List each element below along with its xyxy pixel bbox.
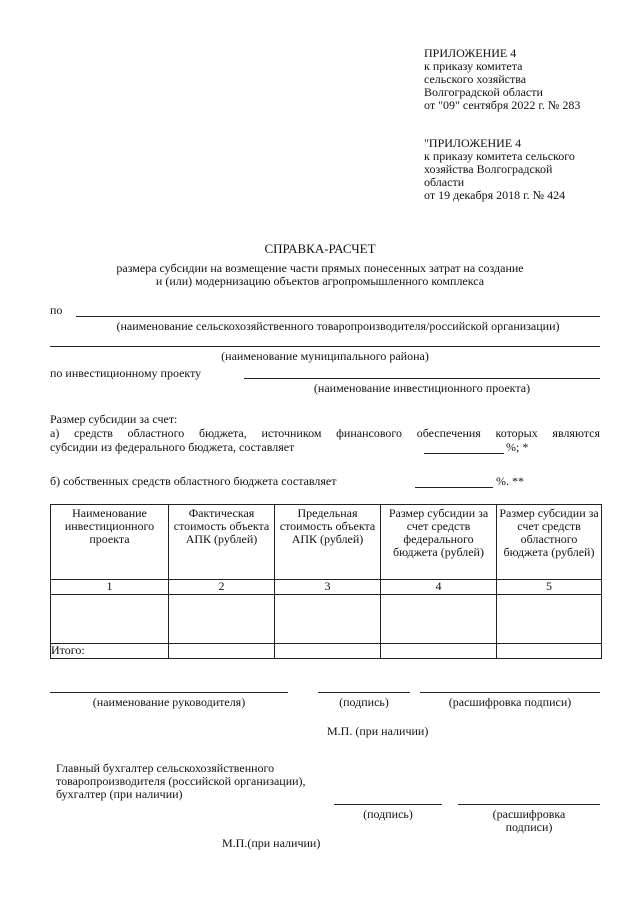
subsidy-item-a: а) средств областного бюджета, источником финансового обеспечения которых являются [50,426,600,440]
appendix-previous-line: хозяйства Волгоградской [424,162,553,176]
stamp-note: М.П. (при наличии) [327,724,429,738]
accountant-block [56,762,306,801]
column-number: 4 [381,580,497,595]
appendix-current-line: к приказу комитета [424,59,523,73]
federal-percent-input[interactable] [424,453,504,454]
table-cell[interactable] [169,595,275,644]
subsidy-item-a-cont: субсидии из федерального бюджета, составляет [50,440,295,454]
accountant-decode-line[interactable] [458,804,600,805]
table-cell[interactable] [381,595,497,644]
table-cell[interactable] [497,595,602,644]
project-input-line[interactable] [244,378,600,379]
appendix-previous-date: от 19 декабря 2018 г. № 424 [424,188,566,202]
table-number-row [51,580,602,595]
total-label: Итого: [51,644,169,659]
appendix-previous-line: области [424,175,465,189]
appendix-current-date: от "09" сентября 2022 г. № 283 [424,98,581,112]
table-header-cell: Размер субсидии за счет средств федерального бюджета (рублей) [381,505,497,580]
table-header-cell: Предельная стоимость объекта АПК (рублей) [275,505,381,580]
accountant-stamp-note: М.П.(при наличии) [222,836,321,850]
document-subtitle [60,262,580,288]
table-cell[interactable] [381,644,497,659]
head-decode-line[interactable] [420,692,600,693]
head-signature-line[interactable] [318,692,410,693]
accountant-signature-line[interactable] [334,804,442,805]
producer-input-line[interactable] [76,316,600,317]
appendix-current [424,47,580,112]
producer-caption: (наименование сельскохозяйственного товаропроизводителя/российской организации) [116,319,560,333]
subtitle-line: и (или) модернизацию объектов агропромышленного комплекса [155,274,485,288]
table-cell[interactable] [275,595,381,644]
federal-percent-suffix: %; * [506,440,529,454]
subsidy-heading: Размер субсидии за счет: [50,412,178,426]
table-cell[interactable] [275,644,381,659]
table-header-cell: Размер субсидии за счет средств областного бюджета (рублей) [497,505,602,580]
project-caption: (наименование инвестиционного проекта) [313,381,531,395]
table-total-row [51,644,602,659]
signature-caption: (подпись) [339,695,389,709]
table-row [51,595,602,644]
head-name-line[interactable] [50,692,288,693]
table-cell[interactable] [51,595,169,644]
accountant-line: бухгалтер (при наличии) [56,787,183,801]
project-label: по инвестиционному проекту [50,366,202,380]
table-header-cell: Наименование инвестиционного проекта [51,505,169,580]
table-cell[interactable] [497,644,602,659]
appendix-current-line: Волгоградской области [424,85,543,99]
appendix-previous-title: "ПРИЛОЖЕНИЕ 4 [424,136,522,150]
district-input-line[interactable] [50,346,600,347]
decode-caption: (расшифровка подписи) [448,695,572,709]
column-number: 3 [275,580,381,595]
regional-percent-suffix: %. ** [496,474,524,488]
table-header-row [51,505,602,580]
po-label: по [50,303,63,317]
accountant-line: товаропроизводителя (российской организации), [56,774,306,788]
column-number: 5 [497,580,602,595]
district-caption: (наименование муниципального района) [221,349,429,363]
head-caption: (наименование руководителя) [92,695,246,709]
table-cell[interactable] [169,644,275,659]
column-number: 2 [169,580,275,595]
subsidy-table [50,504,602,659]
appendix-current-line: сельского хозяйства [424,72,527,86]
accountant-decode-caption: (расшифровка подписи) [492,807,566,834]
table-header-cell: Фактическая стоимость объекта АПК (рублей) [169,505,275,580]
accountant-line: Главный бухгалтер сельскохозяйственного [56,761,275,775]
subsidy-item-b: б) собственных средств областного бюджета составляет [50,474,337,488]
column-number: 1 [51,580,169,595]
appendix-current-title: ПРИЛОЖЕНИЕ 4 [424,46,517,60]
subtitle-line: размера субсидии на возмещение части прямых понесенных затрат на создание [116,261,524,275]
accountant-signature-caption: (подпись) [363,807,413,821]
appendix-previous-line: к приказу комитета сельского [424,149,575,163]
regional-percent-input[interactable] [415,487,493,488]
document-title: СПРАВКА-РАСЧЕТ [264,241,376,256]
appendix-previous [424,137,575,202]
